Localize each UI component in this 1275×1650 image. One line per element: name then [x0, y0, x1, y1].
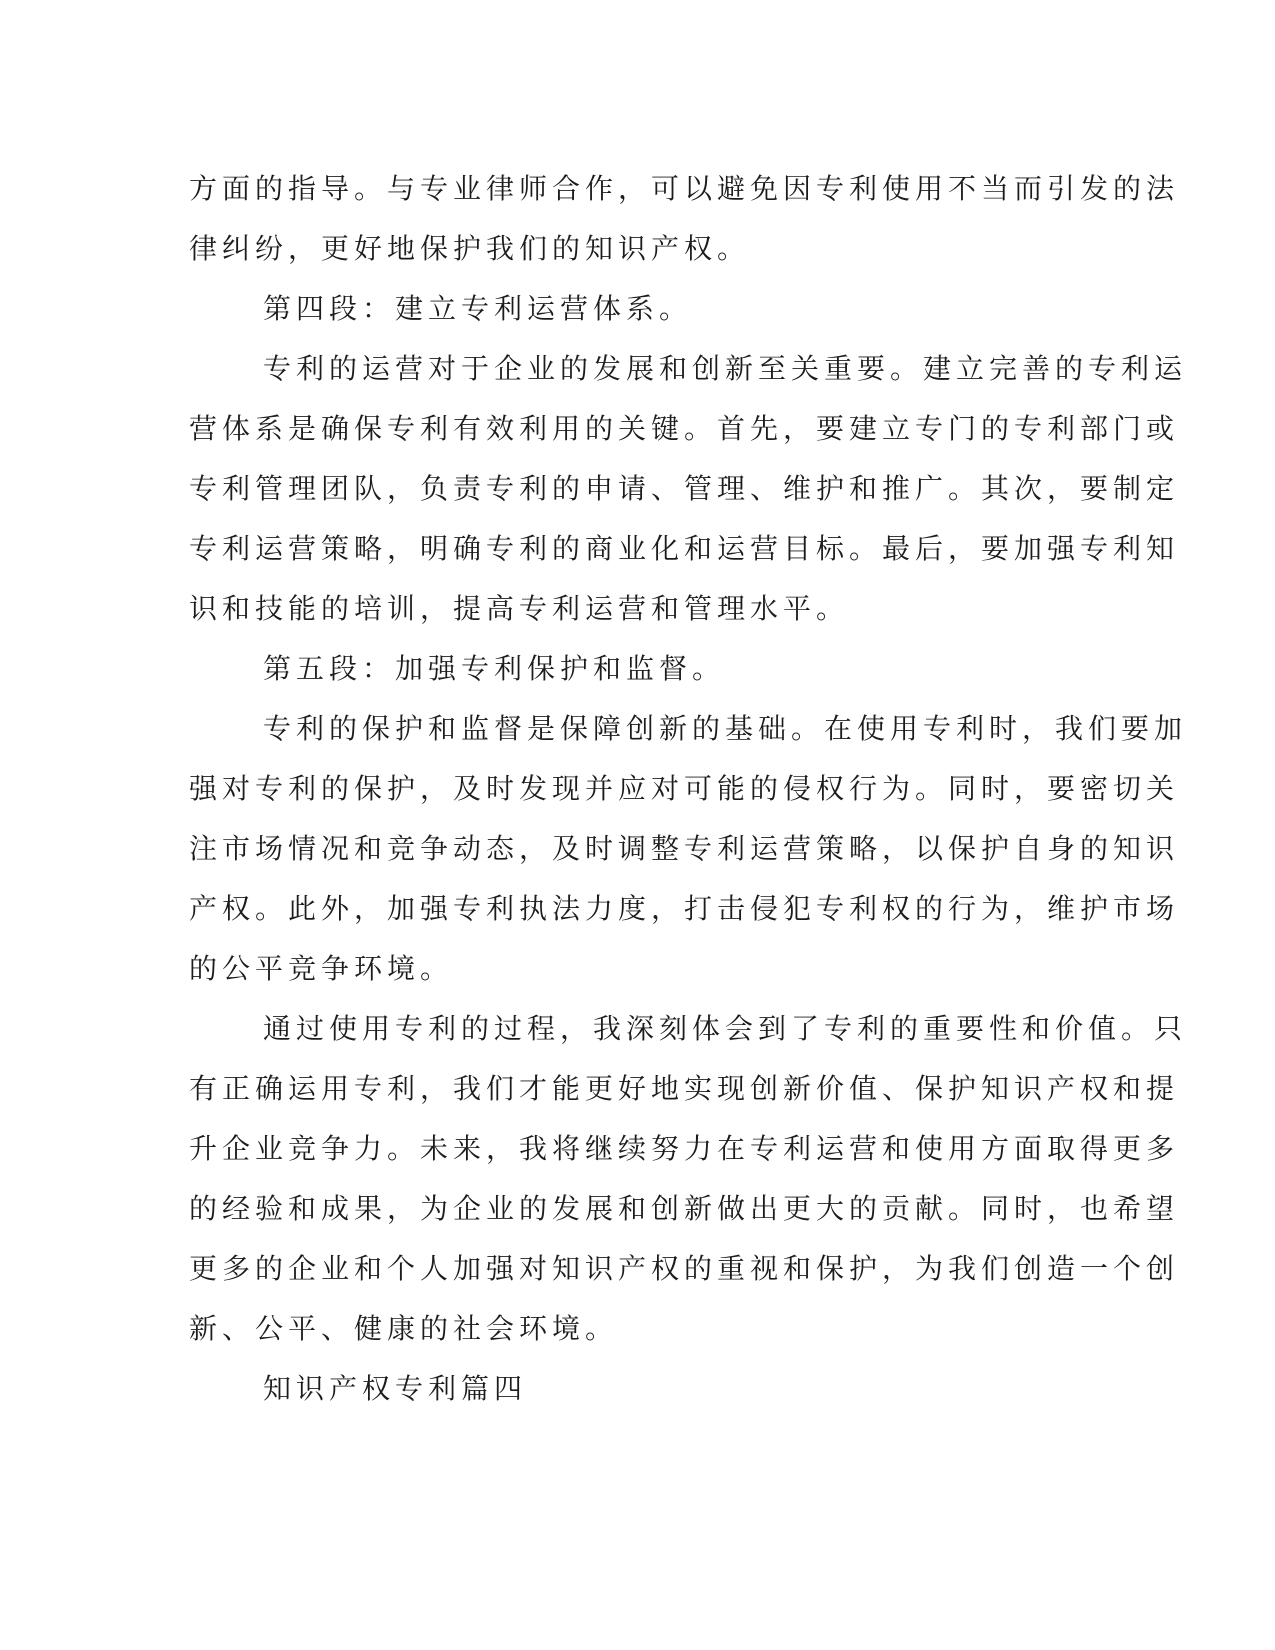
text-line: 新、公平、健康的社会环境。 [189, 1312, 619, 1345]
text-line: 有正确运用专利，我们才能更好地实现创新价值、保护知识产权和提 [189, 1072, 1180, 1105]
text-line: 的经验和成果，为企业的发展和创新做出更大的贡献。同时，也希望 [189, 1192, 1180, 1225]
text-line: 更多的企业和个人加强对知识产权的重视和保护，为我们创造一个创 [189, 1252, 1180, 1285]
document-body [189, 159, 1188, 1419]
text-line: 营体系是确保专利有效利用的关键。首先，要建立专门的专利部门或 [189, 412, 1180, 445]
paragraph-conclusion [189, 999, 1188, 1359]
text-line: 专利运营策略，明确专利的商业化和运营目标。最后，要加强专利知 [189, 532, 1180, 565]
paragraph-continuation [189, 159, 1180, 279]
text-line: 方面的指导。与专业律师合作，可以避免因专利使用不当而引发的法 [189, 172, 1180, 205]
heading-line: 第五段：加强专利保护和监督。 [263, 652, 726, 685]
heading-line: 知识产权专利篇四 [263, 1372, 528, 1405]
text-line: 律纠纷，更好地保护我们的知识产权。 [189, 232, 751, 265]
heading-line: 第四段：建立专利运营体系。 [263, 292, 693, 325]
section-heading-5 [189, 639, 1069, 699]
text-line: 识和技能的培训，提高专利运营和管理水平。 [189, 592, 850, 625]
text-line: 的公平竞争环境。 [189, 952, 454, 985]
text-line: 注市场情况和竞争动态，及时调整专利运营策略，以保护自身的知识 [189, 832, 1180, 865]
section-heading-part-four [189, 1359, 1069, 1419]
paragraph-patent-operation [189, 339, 1188, 639]
text-line: 专利的保护和监督是保障创新的基础。在使用专利时，我们要加 [263, 712, 1188, 745]
paragraph-patent-protection [189, 699, 1188, 999]
text-line: 专利的运营对于企业的发展和创新至关重要。建立完善的专利运 [263, 352, 1188, 385]
text-line: 通过使用专利的过程，我深刻体会到了专利的重要性和价值。只 [263, 1012, 1188, 1045]
text-line: 升企业竞争力。未来，我将继续努力在专利运营和使用方面取得更多 [189, 1132, 1180, 1165]
text-line: 产权。此外，加强专利执法力度，打击侵犯专利权的行为，维护市场 [189, 892, 1180, 925]
text-line: 专利管理团队，负责专利的申请、管理、维护和推广。其次，要制定 [189, 472, 1180, 505]
text-line: 强对专利的保护，及时发现并应对可能的侵权行为。同时，要密切关 [189, 772, 1180, 805]
section-heading-4 [189, 279, 1069, 339]
